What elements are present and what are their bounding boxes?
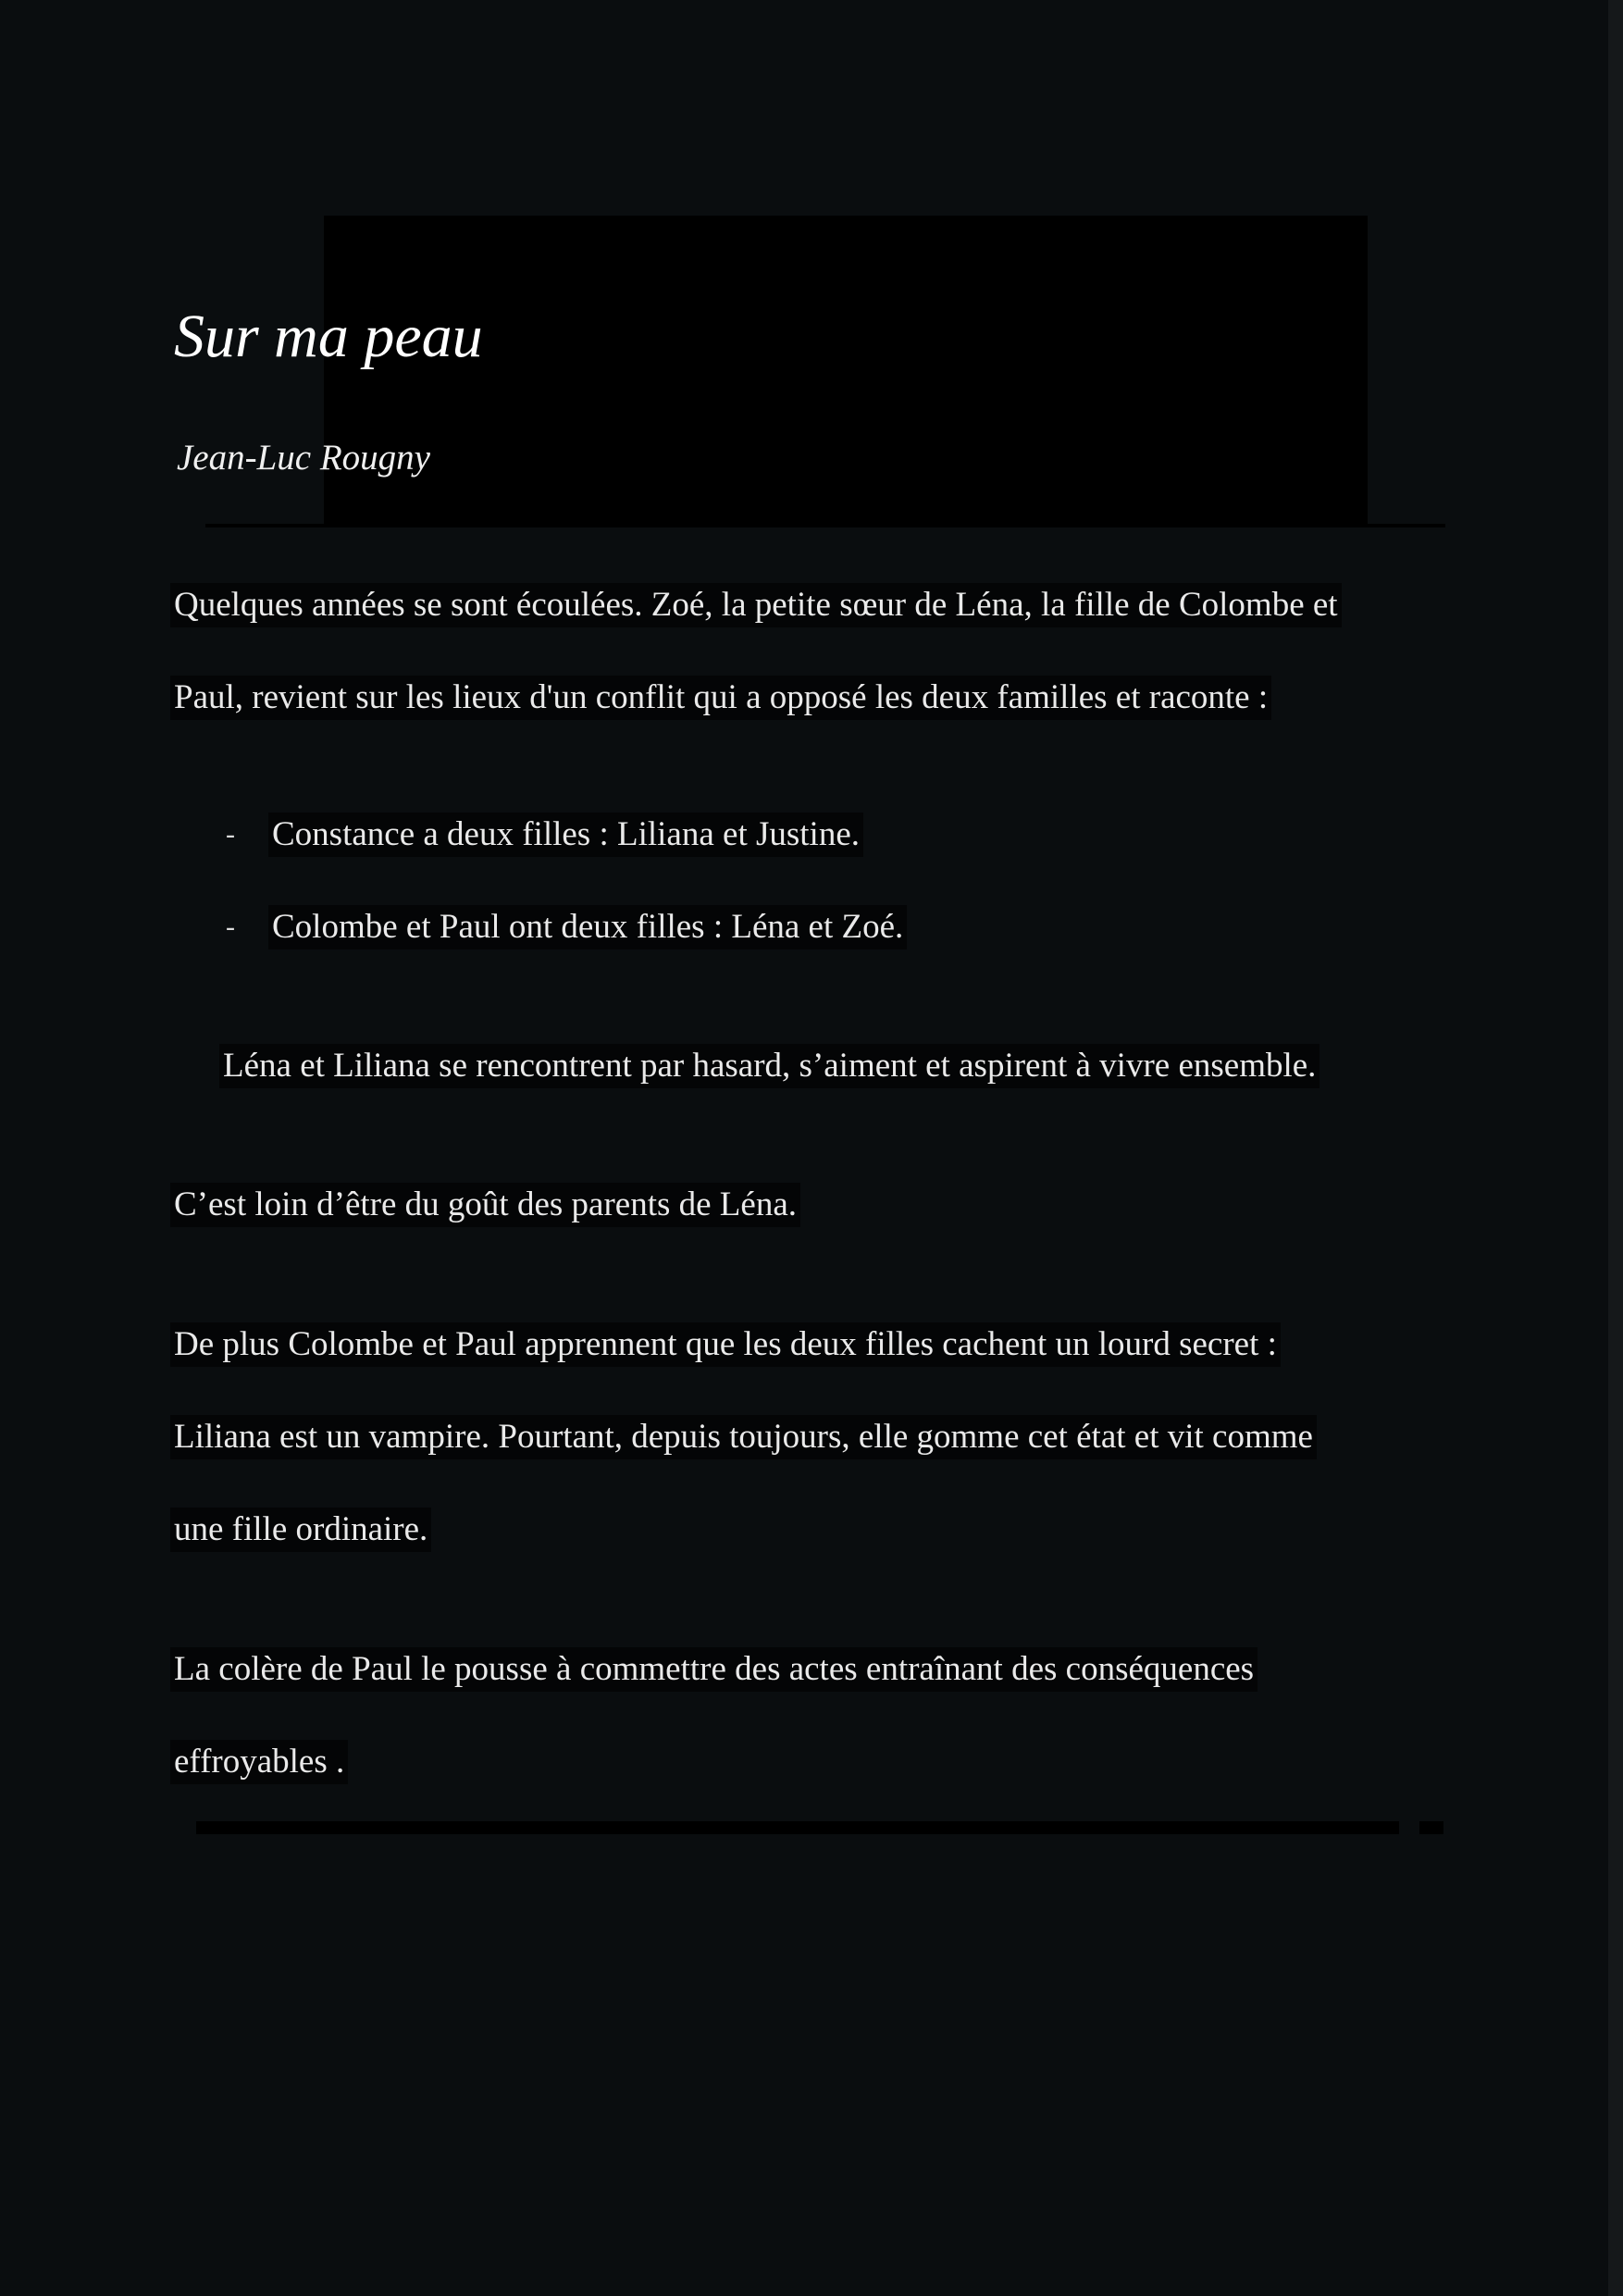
page-edge [1608, 0, 1623, 2296]
paragraph-3: C’est loin d’être du goût des parents de Léna. [170, 1183, 800, 1227]
paragraph-1-line-2: Paul, revient sur les lieux d'un conflit qui a opposé les deux familles et raconte : [170, 676, 1271, 720]
paragraph-1-line-1: Quelques années se sont écoulées. Zoé, la petite sœur de Léna, la fille de Colombe et [170, 583, 1342, 627]
paragraph-5-line-1: La colère de Paul le pousse à commettre des actes entraînant des conséquences [170, 1647, 1258, 1692]
paragraph-4-line-2: Liliana est un vampire. Pourtant, depuis toujours, elle gomme cet état et vit comme [170, 1415, 1317, 1459]
paragraph-4-line-1: De plus Colombe et Paul apprennent que les deux filles cachent un lourd secret : [170, 1322, 1281, 1367]
header-divider [205, 524, 1445, 527]
document-title: Sur ma peau [174, 303, 483, 370]
paragraph-5-line-2: effroyables . [170, 1740, 348, 1784]
footer-divider [196, 1821, 1399, 1834]
document-author: Jean-Luc Rougny [177, 438, 430, 478]
footer-divider-end [1419, 1821, 1443, 1834]
bullet-marker: - [226, 819, 235, 850]
paragraph-4-line-3: une fille ordinaire. [170, 1508, 431, 1552]
list-item-constance: Constance a deux filles : Liliana et Justine. [268, 813, 863, 857]
bullet-marker: - [226, 912, 235, 942]
paragraph-2: Léna et Liliana se rencontrent par hasard, s’aiment et aspirent à vivre ensemble. [219, 1044, 1319, 1088]
list-item-colombe-paul: Colombe et Paul ont deux filles : Léna et Zoé. [268, 905, 907, 949]
